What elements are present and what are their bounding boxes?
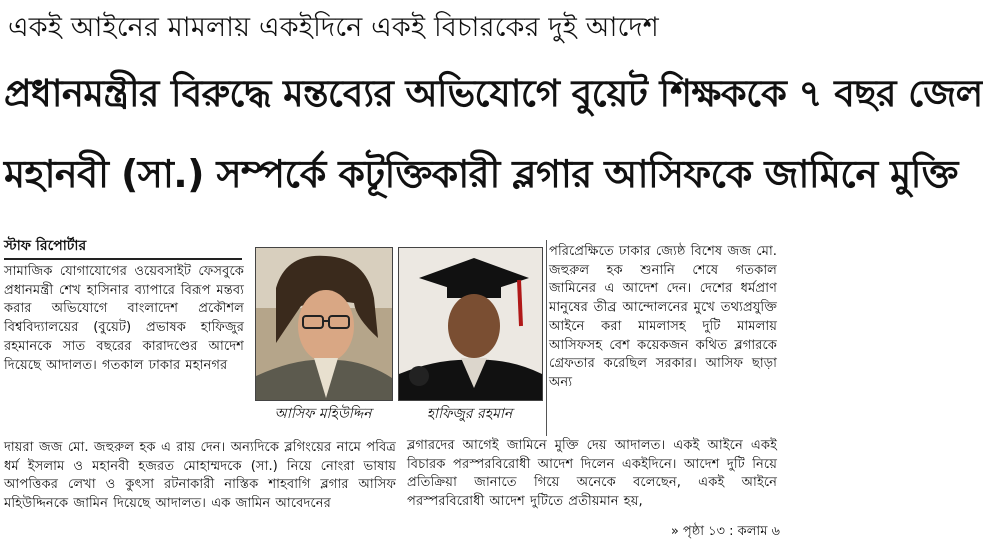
article-column-bottom-right: ব্লগারদের আগেই জামিনে মুক্তি দেয় আদালত। একই আইনে একই বিচারক পরস্পরবিরোধী আদেশ দিলেন একইদিনে। আদেশ দুটি নিয়ে প্রতিক্রিয়া জানাতে গিয়ে অনেকে বলেছেন, একই আইনে পরস্পরবিরোধী আদেশ দুটিতে প্রতীয়মান হয়, (407, 438, 777, 510)
photo-caption-asif: আসিফ মহিউদ্দিন (274, 406, 372, 422)
article-column-left: সামাজিক যোগাযোগের ওয়েবসাইট ফেসবুকে প্রধানমন্ত্রী শেখ হাসিনার ব্যাপারে বিরূপ মন্তব্য করার অভিযোগে বাংলাদেশ প্রকৌশল বিশ্ববিদ্যালয়ের (বুয়েট) প্রভাষক হাফিজুর রহমানকে সাত বছরের কারাদণ্ডের আদেশ দিয়েছে আদালত। গতকাল ঢাকার মহানগর (4, 264, 244, 373)
article-column-bottom: দায়রা জজ মো. জহুরুল হক এ রায় দেন। অন্যদিকে ব্লগিংয়ের নামে পবিত্র ধর্ম ইসলাম ও মহানবী হজরত মোহাম্মদকে (সা.) নিয়ে নোংরা ভাষায় আপত্তিকর লেখা ও কুৎসা রটনাকারী নাস্তিক শাহবাগি ব্লগার আসিফ মহিউদ্দিনকে জামিন দিয়েছে আদালত। এক জামিন আবেদনের (4, 440, 396, 512)
portrait-icon (256, 248, 392, 400)
portrait-icon (399, 248, 542, 400)
headline-main: প্রধানমন্ত্রীর বিরুদ্ধে মন্তব্যের অভিযোগে বুয়েট শিক্ষককে ৭ বছর জেল (4, 72, 983, 115)
headline-secondary: মহানবী (সা.) সম্পর্কে কটূক্তিকারী ব্লগার আসিফকে জামিনে মুক্তি (4, 152, 958, 196)
article-column-right: পরিপ্রেক্ষিতে ঢাকার জ্যেষ্ঠ বিশেষ জজ মো. জহুরুল হক শুনানি শেষে গতকাল জামিনের এ আদেশ দেন। দেশের ধর্মপ্রাণ মানুষের তীব্র আন্দোলনের মুখে তথ্যপ্রযুক্তি আইনে করা মামলাসহ দুটি মামলায় আসিফসহ বেশ কয়েকজন কথিত ব্লগারকে গ্রেফতার করেছিল সরকার। আসিফ ছাড়া অন্য (549, 244, 777, 390)
kicker: একই আইনের মামলায় একইদিনে একই বিচারকের দুই আদেশ (8, 12, 659, 43)
byline-rule (4, 258, 242, 260)
column-divider (546, 240, 547, 436)
continued-on-page: » পৃষ্ঠা ১৩ : কলাম ৬ (670, 524, 780, 539)
photo-caption-hafizur: হাফিজুর রহমান (426, 406, 513, 422)
photo-asif (255, 247, 393, 401)
photo-hafizur (398, 247, 543, 401)
byline: স্টাফ রিপোর্টার (4, 238, 87, 254)
